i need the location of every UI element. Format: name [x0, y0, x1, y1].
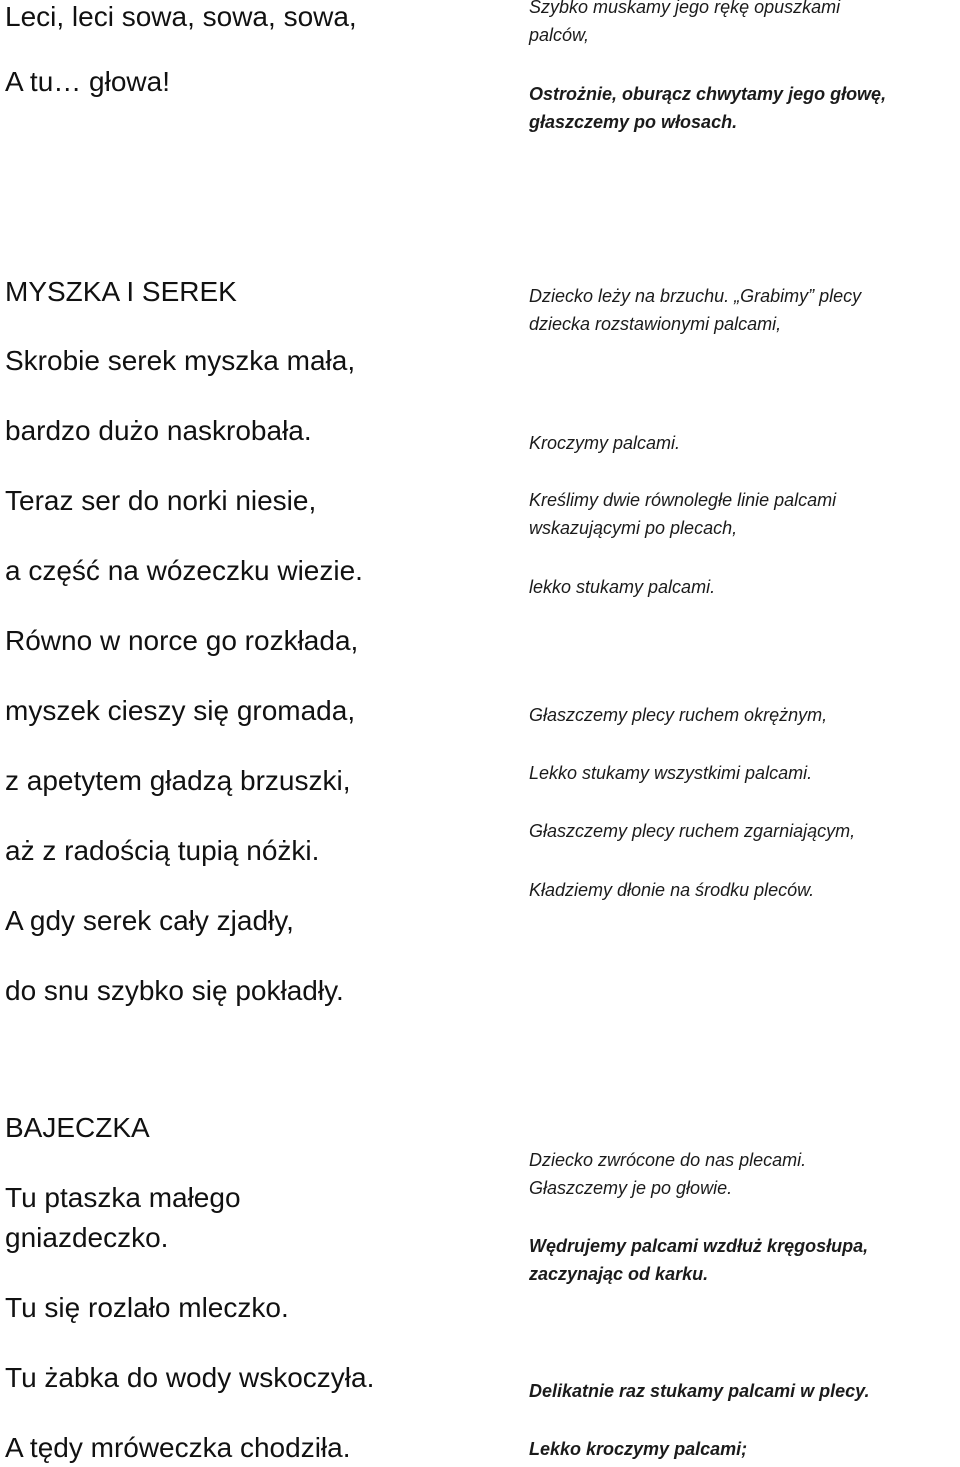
poem1-line-2: A tu… głowa! [5, 66, 170, 97]
poem2-line-7: z apetytem gładzą brzuszki, [5, 765, 351, 796]
instruction3-3: Delikatnie raz stukamy palcami w plecy. [529, 1381, 870, 1401]
poem2-line-3: Teraz ser do norki niesie, [5, 485, 317, 516]
poem2-line-8: aż z radością tupią nóżki. [5, 835, 320, 866]
instruction1-a-line-1: Szybko muskamy jego rękę opuszkami [529, 0, 841, 17]
instruction1-a-line-2: palców, [529, 25, 590, 45]
poem2-line-4: a część na wózeczku wiezie. [5, 555, 363, 586]
instruction2-1-line-1: Dziecko leży na brzuchu. „Grabimy” plecy [529, 286, 862, 306]
poem2-line-1: Skrobie serek myszka mała, [5, 345, 356, 376]
poem2-line-6: myszek cieszy się gromada, [5, 695, 356, 726]
instruction2-5: Głaszczemy plecy ruchem okrężnym, [529, 705, 828, 725]
instruction3-1-line-2: Głaszczemy je po głowie. [529, 1178, 733, 1198]
poem1-line-1: Leci, leci sowa, sowa, sowa, [5, 1, 357, 32]
poem2-line-10: do snu szybko się pokładły. [5, 975, 344, 1006]
poem2-line-2: bardzo dużo naskrobała. [5, 415, 312, 446]
instruction2-7: Głaszczemy plecy ruchem zgarniającym, [529, 821, 856, 841]
instruction2-6: Lekko stukamy wszystkimi palcami. [529, 763, 813, 783]
poem3-line-1a: Tu ptaszka małego [5, 1182, 241, 1213]
poem2-line-9: A gdy serek cały zjadły, [5, 905, 294, 936]
instruction3-1-line-1: Dziecko zwrócone do nas plecami. [529, 1150, 807, 1170]
instruction2-3-line-2: wskazującymi po plecach, [529, 518, 738, 538]
instruction2-2: Kroczymy palcami. [529, 433, 681, 453]
poem3-title: BAJECZKA [5, 1112, 150, 1143]
instruction3-2-line-1: Wędrujemy palcami wzdłuż kręgosłupa, [529, 1236, 869, 1256]
instruction2-1-line-2: dziecka rozstawionymi palcami, [529, 314, 782, 334]
poem3-line-3: Tu żabka do wody wskoczyła. [5, 1362, 375, 1393]
poem2-line-5: Równo w norce go rozkłada, [5, 625, 359, 656]
instruction1-b-line-1: Ostrożnie, oburącz chwytamy jego głowę, [529, 84, 887, 104]
instruction3-2-line-2: zaczynając od karku. [529, 1264, 709, 1284]
poem3-line-1b: gniazdeczko. [5, 1222, 169, 1253]
poem3-line-2: Tu się rozlało mleczko. [5, 1292, 289, 1323]
poem2-title: MYSZKA I SEREK [5, 276, 237, 307]
instruction3-4: Lekko kroczymy palcami; [529, 1439, 748, 1459]
instruction2-4: lekko stukamy palcami. [529, 577, 716, 597]
instruction1-b-line-2: głaszczemy po włosach. [529, 112, 738, 132]
instruction2-3-line-1: Kreślimy dwie równoległe linie palcami [529, 490, 837, 510]
instruction2-8: Kładziemy dłonie na środku pleców. [529, 880, 815, 900]
poem3-line-4: A tędy mróweczka chodziła. [5, 1432, 351, 1463]
